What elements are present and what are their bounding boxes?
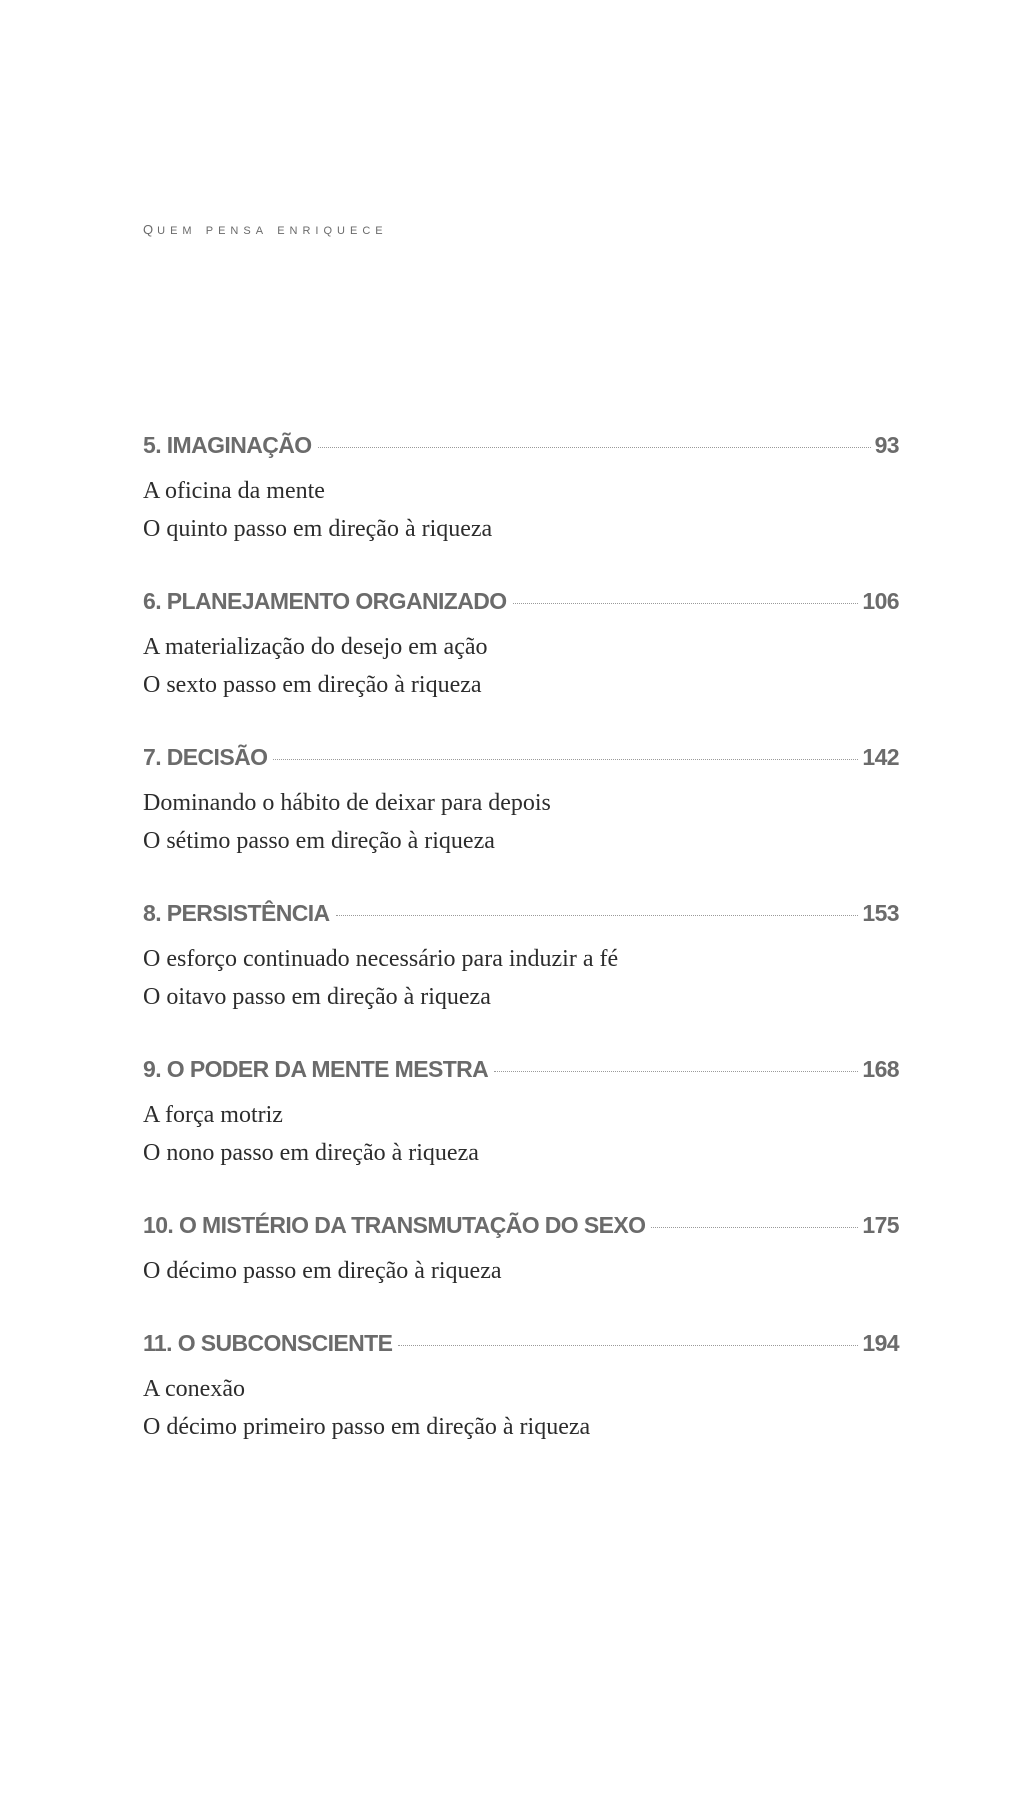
chapter-step: O oitavo passo em direção à riqueza xyxy=(143,984,491,1010)
page-number: 194 xyxy=(862,1330,899,1356)
chapter-title: 11. O SUBCONSCIENTE xyxy=(143,1330,393,1356)
chapter-subtitle: A oficina da mente xyxy=(143,478,325,504)
page-number: 168 xyxy=(862,1056,899,1082)
chapter-title: 10. O MISTÉRIO DA TRANSMUTAÇÃO DO SEXO xyxy=(143,1212,646,1238)
page-number: 142 xyxy=(862,744,899,770)
toc-entry-heading[interactable] xyxy=(143,1212,899,1252)
chapter-title: 9. O PODER DA MENTE MESTRA xyxy=(143,1056,489,1082)
chapter-subtitle: Dominando o hábito de deixar para depois xyxy=(143,790,551,816)
page-number: 93 xyxy=(874,432,899,458)
chapter-step: O sexto passo em direção à riqueza xyxy=(143,672,482,698)
chapter-title: 6. PLANEJAMENTO ORGANIZADO xyxy=(143,588,507,614)
dot-leader xyxy=(494,1071,858,1072)
chapter-step: O décimo passo em direção à riqueza xyxy=(143,1258,502,1284)
chapter-subtitle: A conexão xyxy=(143,1376,245,1402)
chapter-step: O nono passo em direção à riqueza xyxy=(143,1140,479,1166)
table-of-contents xyxy=(143,432,899,1486)
toc-entry-heading[interactable] xyxy=(143,588,899,628)
page-number: 153 xyxy=(862,900,899,926)
page-number: 106 xyxy=(862,588,899,614)
page-number: 175 xyxy=(862,1212,899,1238)
toc-entry-heading[interactable] xyxy=(143,432,899,472)
chapter-title: 8. PERSISTÊNCIA xyxy=(143,900,330,926)
chapter-step: O quinto passo em direção à riqueza xyxy=(143,516,493,542)
toc-entry-heading[interactable] xyxy=(143,1330,899,1370)
toc-entry-7 xyxy=(143,744,899,860)
chapter-subtitle: O esforço continuado necessário para induzir a fé xyxy=(143,946,619,972)
dot-leader xyxy=(336,915,859,916)
toc-entry-heading[interactable] xyxy=(143,1056,899,1096)
dot-leader xyxy=(651,1227,858,1228)
chapter-title: 7. DECISÃO xyxy=(143,744,268,770)
running-header xyxy=(143,218,388,240)
toc-entry-9 xyxy=(143,1056,899,1172)
dot-leader xyxy=(398,1345,858,1346)
toc-entry-6 xyxy=(143,588,899,704)
chapter-step: O sétimo passo em direção à riqueza xyxy=(143,828,495,854)
toc-entry-heading[interactable] xyxy=(143,900,899,940)
toc-entry-5 xyxy=(143,432,899,548)
chapter-subtitle: A força motriz xyxy=(143,1102,283,1128)
chapter-step: O décimo primeiro passo em direção à riqueza xyxy=(143,1414,591,1440)
running-header-initial: q xyxy=(143,218,158,239)
chapter-subtitle: A materialização do desejo em ação xyxy=(143,634,488,660)
toc-entry-11 xyxy=(143,1330,899,1446)
toc-entry-10 xyxy=(143,1212,899,1290)
toc-entry-8 xyxy=(143,900,899,1016)
chapter-title: 5. IMAGINAÇÃO xyxy=(143,432,312,458)
dot-leader xyxy=(273,759,858,760)
dot-leader xyxy=(513,603,859,604)
toc-entry-heading[interactable] xyxy=(143,744,899,784)
dot-leader xyxy=(318,447,871,448)
running-header-rest: uem pensa enriquece xyxy=(157,221,388,238)
